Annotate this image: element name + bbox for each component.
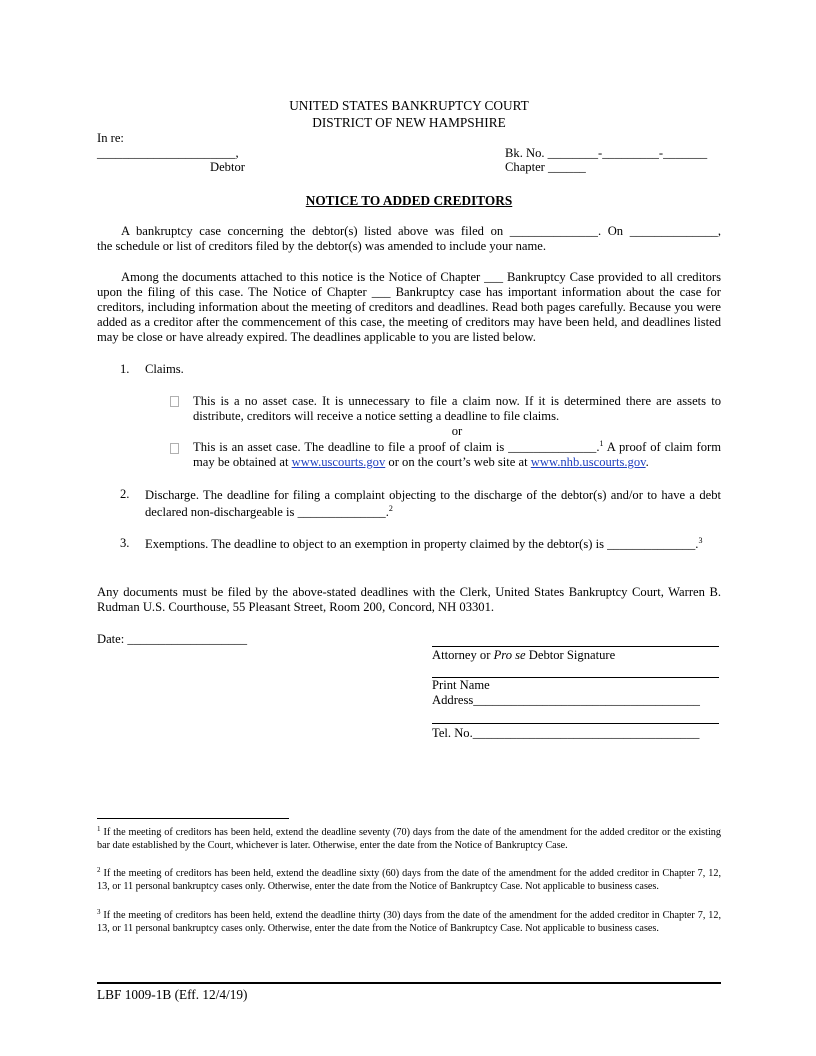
asset-case-text-4: .: [645, 455, 649, 469]
exemptions-text: Exemptions. The deadline to object to an exemption in property claimed by the debtor(s) is ______________.: [145, 537, 699, 551]
address-line-2[interactable]: [432, 723, 719, 724]
footnote-ref-3[interactable]: 3: [698, 536, 703, 545]
discharge-text: Discharge. The deadline for filing a complaint objecting to the discharge of the debtor(s) and/or to have a debt declared non-dischargeable is ______________.: [145, 488, 721, 519]
no-asset-checkbox[interactable]: [170, 396, 179, 407]
asset-case-checkbox[interactable]: [170, 443, 179, 454]
court-name: UNITED STATES BANKRUPTCY COURT: [289, 98, 529, 113]
filing-paragraph-line-2: the schedule or list of creditors filed by the debtor(s) was amended to include your name.: [97, 239, 547, 253]
item-number-discharge: 2.: [120, 487, 130, 501]
footnote-ref-1[interactable]: 1: [599, 439, 604, 448]
footer-rule: [97, 982, 721, 984]
item-number-claims: 1.: [120, 362, 130, 376]
asset-case-text-2: A proof of claim form may be obtained at: [193, 440, 721, 469]
filing-paragraph: [97, 224, 721, 254]
notice-title: NOTICE TO ADDED CREDITORS: [305, 193, 513, 208]
claims-heading: Claims.: [145, 362, 184, 376]
footnote-3-number: 3: [97, 908, 101, 916]
documents-paragraph: Among the documents attached to this notice is the Notice of Chapter ___ Bankruptcy Case provided to all creditors upon the filing of this case. The Notice of Chapter ___ Bankruptcy case has important information about the case for creditors, including information about the meeting of creditors and deadlines. Read both pages carefully. Because you were added as a creditor after the commencement of this case, the meeting of creditors may have been held, and deadlines listed may be close or have already expired. The deadlines applicable to you are listed below.: [97, 270, 721, 344]
attorney-label-b: Debtor Signature: [525, 648, 616, 662]
signature-line[interactable]: [432, 646, 719, 647]
print-name-label: Print Name: [432, 678, 490, 692]
filing-location-paragraph: Any documents must be filed by the above-stated deadlines with the Clerk, United States Bankruptcy Court, Warren B. Rudman U.S. Courthouse, 55 Pleasant Street, Room 200, Concord, NH 03301.: [97, 585, 721, 614]
attorney-signature-label: [432, 648, 615, 663]
chapter-number: Chapter ______: [505, 160, 586, 174]
discharge-item: [145, 487, 721, 521]
date-line[interactable]: Date: ___________________: [97, 632, 248, 646]
nhb-uscourts-link[interactable]: www.nhb.uscourts.gov: [530, 455, 646, 469]
form-number: LBF 1009-1B (Eff. 12/4/19): [97, 987, 248, 1002]
footnote-1-number: 1: [97, 825, 101, 833]
item-number-exemptions: 3.: [120, 536, 130, 550]
debtor-name-blank: ______________________,: [97, 146, 239, 160]
in-re-label: In re:: [97, 131, 124, 145]
footnote-2: [97, 868, 721, 893]
exemptions-item: [145, 536, 721, 553]
footnote-ref-2[interactable]: 2: [388, 504, 393, 513]
pro-se-label: Pro se: [493, 648, 526, 662]
debtor-label: Debtor: [210, 160, 245, 174]
footnote-1: [97, 827, 721, 852]
asset-case-text-3: or on the court’s web site at: [385, 455, 531, 469]
footnote-separator: [97, 818, 289, 819]
no-asset-option: This is a no asset case. It is unnecessary to file a claim now. If it is determined there are assets to distribute, creditors will receive a notice setting a deadline to file claims.: [193, 394, 721, 423]
footnote-1-text: If the meeting of creditors has been held, extend the deadline seventy (70) days from the date of the amendment for the added creditor or the existing bar date established by the Court, whichever is later. Otherwise, enter the date from the Notice of Bankruptcy Case.: [97, 827, 721, 851]
uscourts-link[interactable]: www.uscourts.gov: [291, 455, 386, 469]
footnote-2-text: If the meeting of creditors has been held, extend the deadline sixty (60) days from the date of the amendment for the added creditor in Chapter 7, 12, 13, or 11 personal bankruptcy cases only. Otherwise, enter the date from the Notice of Bankruptcy Case. Not applicable to business cases.: [97, 868, 721, 892]
district-name: DISTRICT OF NEW HAMPSHIRE: [312, 115, 506, 130]
or-separator: or: [451, 424, 463, 438]
attorney-label-a: Attorney or: [432, 648, 494, 662]
footnote-3: [97, 910, 721, 935]
case-number: Bk. No. ________-_________-_______: [505, 146, 708, 160]
telephone-field[interactable]: Tel. No.____________________________________: [432, 726, 700, 740]
footnote-2-number: 2: [97, 866, 101, 874]
asset-case-option: [193, 440, 721, 470]
address-field[interactable]: Address____________________________________: [432, 693, 700, 707]
footnote-3-text: If the meeting of creditors has been held, extend the deadline thirty (30) days from the date of the amendment for the added creditor in Chapter 7, 12, 13, or 11 personal bankruptcy cases only. Otherwise, enter the date from the Notice of Bankruptcy Case. Not applicable to business cases.: [97, 910, 721, 934]
filing-paragraph-line-1: A bankruptcy case concerning the debtor(s) listed above was filed on ______________. On ______________,: [121, 224, 721, 238]
asset-case-text: This is an asset case. The deadline to file a proof of claim is ______________.: [193, 440, 600, 454]
